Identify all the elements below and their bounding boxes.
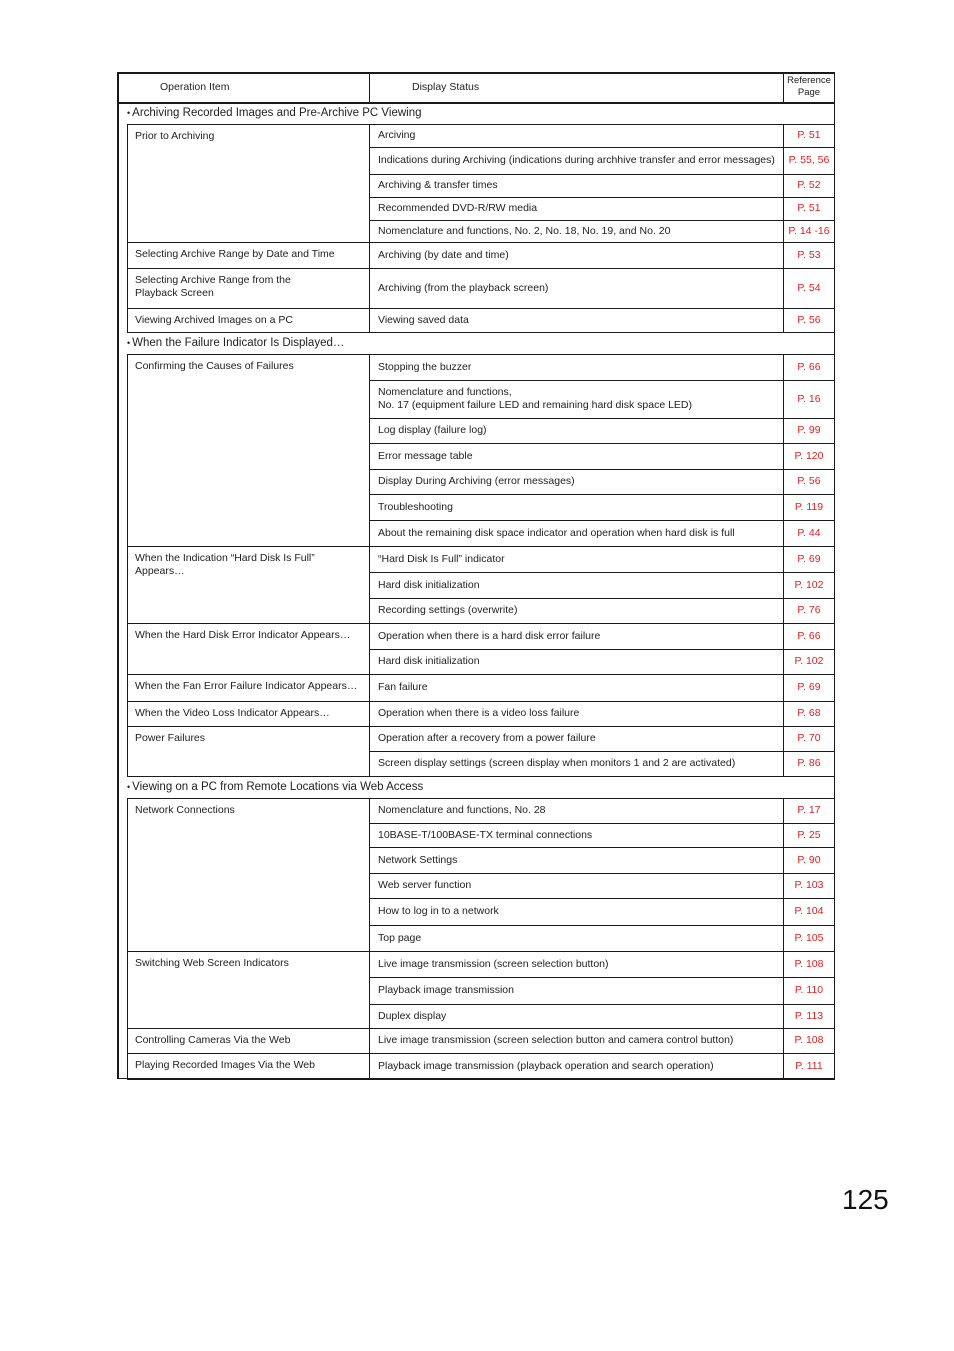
- display-status: Stopping the buzzer: [378, 360, 472, 373]
- table-rule: [369, 798, 370, 1079]
- header-operation-item: Operation Item: [160, 80, 230, 93]
- section-title: [117, 102, 835, 124]
- table-rule: [117, 72, 835, 74]
- reference-page: P. 102: [794, 655, 824, 667]
- reference-page: P. 56: [797, 313, 821, 326]
- reference-page: P. 90: [797, 853, 821, 866]
- header-display-status: Display Status: [412, 80, 480, 93]
- operation-item: Prior to Archiving: [135, 130, 215, 142]
- table-rule: [369, 124, 370, 332]
- operation-item: Selecting Archive Range by Date and Time: [135, 248, 335, 260]
- operation-item: When the Indication “Hard Disk Is Full” Appears…: [135, 552, 315, 577]
- page-number: 125: [842, 1184, 889, 1215]
- reference-page: P. 51: [797, 129, 821, 141]
- table-rule: [127, 798, 128, 1079]
- section-title: [117, 776, 835, 798]
- display-status: Display During Archiving (error messages): [378, 475, 575, 487]
- display-status: Playback image transmission (playback operation and search operation): [378, 1059, 714, 1072]
- operation-item: Network Connections: [135, 804, 235, 816]
- operation-item: When the Fan Error Failure Indicator Appears…: [135, 680, 358, 692]
- display-status: Duplex display: [378, 1009, 447, 1022]
- display-status: Nomenclature and functions, No. 17 (equipment failure LED and remaining hard disk space LED): [378, 386, 693, 411]
- display-status: Log display (failure log): [378, 424, 487, 436]
- section-title-text: When the Failure Indicator Is Displayed…: [132, 336, 345, 349]
- display-status: Operation when there is a hard disk error failure: [378, 629, 601, 642]
- reference-page: P. 16: [797, 392, 821, 405]
- reference-page: P. 14 -16: [788, 224, 830, 237]
- reference-page: P. 105: [794, 931, 824, 944]
- reference-page: P. 120: [794, 449, 824, 462]
- reference-page: P. 86: [797, 757, 821, 769]
- display-status: Arciving: [378, 129, 416, 141]
- reference-page: P. 44: [797, 526, 821, 539]
- display-status: Screen display settings (screen display when monitors 1 and 2 are activated): [378, 757, 736, 769]
- display-status: Archiving (from the playback screen): [378, 281, 549, 294]
- table-rule: [834, 72, 835, 1079]
- reference-page: P. 69: [797, 552, 821, 565]
- reference-page: P. 113: [794, 1009, 824, 1022]
- reference-page: P. 25: [797, 828, 821, 841]
- display-status: Nomenclature and functions, No. 2, No. 18, No. 19, and No. 20: [378, 224, 671, 237]
- section-title-text: Archiving Recorded Images and Pre-Archive PC Viewing: [132, 106, 422, 119]
- table-rule: [117, 72, 119, 1079]
- display-status: About the remaining disk space indicator and operation when hard disk is full: [378, 526, 735, 539]
- operation-item: When the Video Loss Indicator Appears…: [135, 707, 330, 719]
- reference-page: P. 102: [794, 578, 824, 591]
- reference-page: P. 108: [794, 1034, 824, 1046]
- header-reference-page: Reference Page: [787, 75, 831, 98]
- display-status: Recording settings (overwrite): [378, 604, 518, 616]
- display-status: Hard disk initialization: [378, 655, 480, 667]
- reference-page: P. 99: [797, 424, 821, 436]
- section-title: [117, 332, 835, 354]
- display-status: “Hard Disk Is Full” indicator: [378, 552, 505, 565]
- operation-item: Viewing Archived Images on a PC: [135, 314, 293, 326]
- operation-item: Confirming the Causes of Failures: [135, 360, 294, 372]
- display-status: Operation after a recovery from a power failure: [378, 732, 596, 744]
- reference-page: P. 110: [794, 984, 824, 996]
- reference-page: P. 52: [797, 179, 821, 191]
- display-status: Indications during Archiving (indications during archhive transfer and error messages): [378, 154, 775, 166]
- reference-page: P. 69: [797, 681, 821, 693]
- reference-page: P. 17: [797, 804, 821, 816]
- operation-item: When the Hard Disk Error Indicator Appears…: [135, 629, 351, 641]
- display-status: Live image transmission (screen selection button): [378, 957, 609, 970]
- reference-page: P. 51: [797, 202, 821, 214]
- reference-page: P. 53: [797, 248, 821, 261]
- bullet-icon: •: [127, 107, 131, 118]
- display-status: Troubleshooting: [378, 500, 453, 513]
- table-rule: [783, 72, 784, 102]
- reference-page: P. 54: [797, 281, 821, 294]
- reference-page: P. 108: [794, 957, 824, 970]
- display-status: Nomenclature and functions, No. 28: [378, 804, 546, 816]
- display-status: Error message table: [378, 449, 473, 462]
- display-status: Hard disk initialization: [378, 578, 480, 591]
- reference-page: P. 68: [797, 707, 821, 719]
- display-status: 10BASE-T/100BASE-TX terminal connections: [378, 828, 593, 841]
- display-status: Operation when there is a video loss failure: [378, 707, 580, 719]
- display-status: Archiving (by date and time): [378, 248, 509, 261]
- reference-page: P. 104: [794, 905, 824, 917]
- operation-item: Selecting Archive Range from the Playback Screen: [135, 274, 291, 299]
- reference-table: [117, 72, 835, 1087]
- section-title-text: Viewing on a PC from Remote Locations via Web Access: [132, 780, 424, 793]
- table-rule: [783, 124, 784, 332]
- display-status: Top page: [378, 931, 422, 944]
- reference-page: P. 56: [797, 475, 821, 487]
- table-rule: [127, 1079, 835, 1080]
- reference-page: P. 76: [797, 604, 821, 616]
- display-status: Viewing saved data: [378, 313, 469, 326]
- operation-item: Playing Recorded Images Via the Web: [135, 1059, 315, 1071]
- reference-page: P. 119: [794, 500, 824, 513]
- bullet-icon: •: [127, 337, 131, 348]
- display-status: Web server function: [378, 879, 472, 891]
- operation-item: Switching Web Screen Indicators: [135, 957, 289, 969]
- display-status: Live image transmission (screen selection button and camera control button): [378, 1034, 734, 1046]
- reference-page: P. 70: [797, 732, 821, 744]
- table-rule: [127, 124, 128, 332]
- table-rule: [127, 354, 128, 776]
- table-rule: [783, 354, 784, 776]
- operation-item: Controlling Cameras Via the Web: [135, 1034, 291, 1046]
- operation-item: Power Failures: [135, 732, 206, 744]
- reference-page: P. 66: [797, 360, 821, 373]
- display-status: Network Settings: [378, 853, 458, 866]
- reference-page: P. 103: [794, 879, 824, 891]
- table-rule: [369, 354, 370, 776]
- display-status: Recommended DVD-R/RW media: [378, 202, 538, 214]
- display-status: How to log in to a network: [378, 905, 499, 917]
- table-rule: [369, 72, 370, 102]
- reference-page: P. 55, 56: [788, 154, 830, 166]
- reference-page: P. 111: [795, 1059, 823, 1072]
- display-status: Fan failure: [378, 681, 428, 693]
- bullet-icon: •: [127, 781, 131, 792]
- reference-page: P. 66: [797, 629, 821, 642]
- display-status: Playback image transmission: [378, 984, 514, 996]
- table-rule: [783, 798, 784, 1079]
- display-status: Archiving & transfer times: [378, 179, 498, 191]
- table-rule: [117, 1078, 835, 1079]
